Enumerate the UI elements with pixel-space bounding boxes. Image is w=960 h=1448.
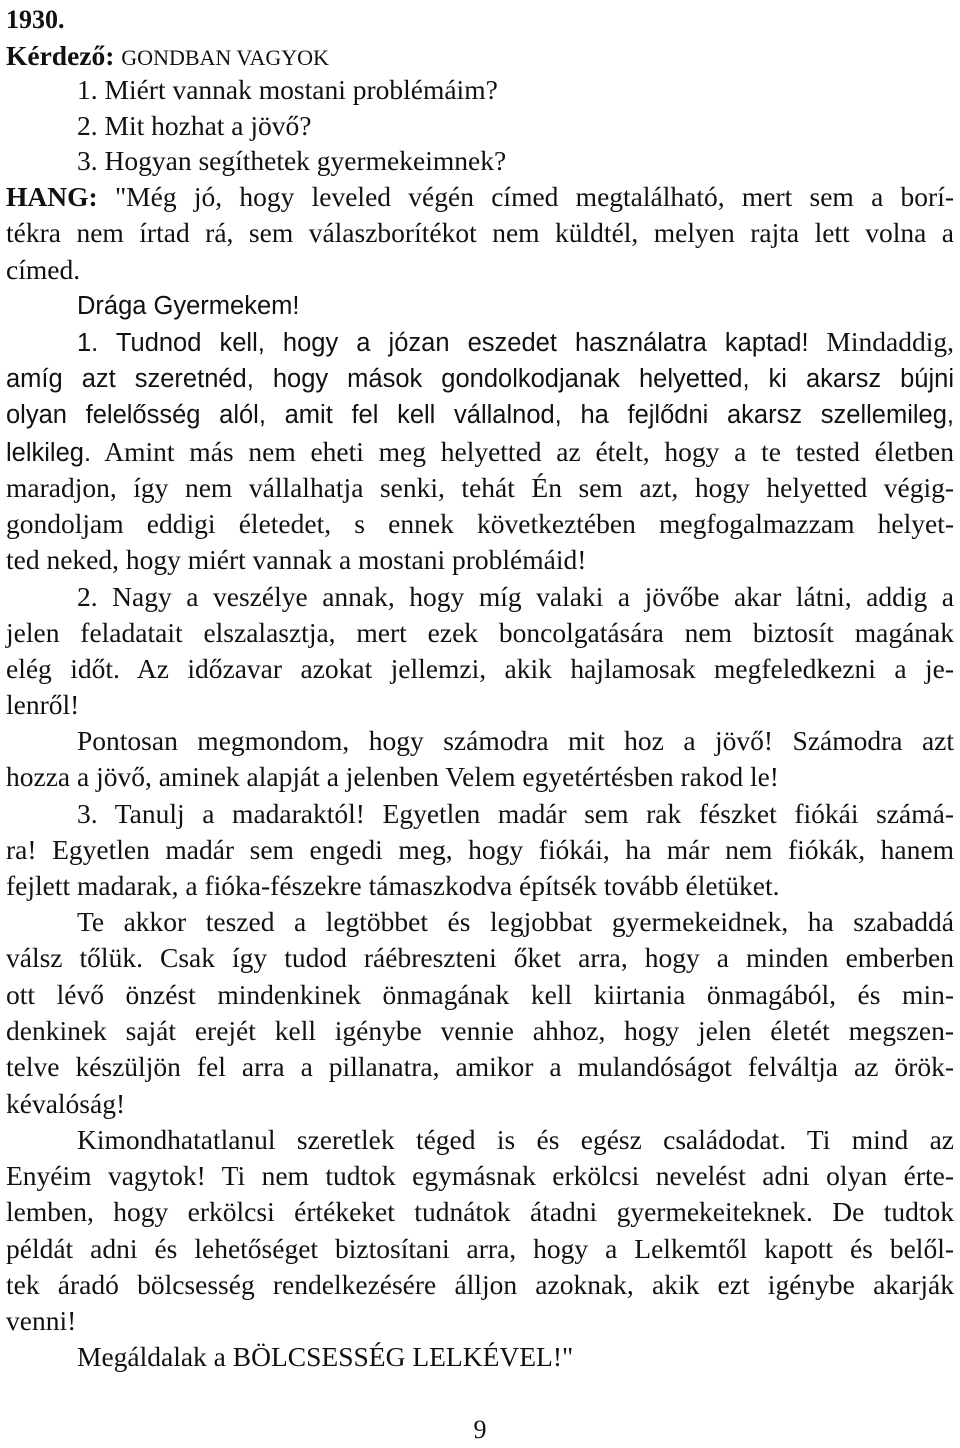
body-line: tékra nem írtad rá, sem válaszborítékot nem küldtél, melyen rajta lett volna a — [6, 217, 954, 248]
asker-name: GONDBAN VAGYOK — [121, 45, 329, 70]
body-line: gondoljam eddigi életedet, s ennek következtében megfogalmazzam helyet- — [6, 508, 954, 539]
body-line: ott lévő önzést mindenkinek önmagának kell kiirtania önmagából, és min- — [6, 979, 954, 1010]
question-1: 1. Miért vannak mostani problémáim? — [77, 74, 498, 105]
body-line: olyan felelősség alól, amit fel kell vállalnod, ha fejlődni akarsz szellemileg, — [6, 401, 954, 429]
voice-label: HANG: — [6, 181, 98, 212]
body-line: "Még jó, hogy leveled végén címed megtalálható, mert sem a borí- — [97, 181, 954, 212]
body-text: lelkileg. — [6, 439, 92, 467]
body-line: Enyéim vagytok! Ti nem tudtok egymásnak erkölcsi nevelést adni olyan érte- — [6, 1160, 954, 1191]
voice-line — [6, 179, 954, 215]
body-line: ra! Egyetlen madár sem engedi meg, hogy fiókái, ha már nem fiókák, hanem — [6, 834, 954, 865]
body-line: elég időt. Az időzavar azokat jellemzi, akik hajlamosak megfeledkezni a je- — [6, 653, 954, 684]
body-line: fejlett madarak, a fióka-fészekre támaszkodva építsék tovább életüket. — [6, 870, 780, 901]
paragraph-1-line — [6, 324, 954, 360]
body-line: venni! — [6, 1305, 77, 1336]
asker-line — [6, 38, 954, 74]
body-line: válsz tőlük. Csak így tudod ráébreszteni őket arra, hogy a minden emberben — [6, 942, 954, 973]
body-line: telve készüljön fel arra a pillanatra, amikor a mulandóságot felváltja az örök- — [6, 1051, 954, 1082]
body-line: példát adni és lehetőséget biztosítani arra, hogy a Lelkemtől kapott és belől- — [6, 1233, 954, 1264]
body-line: lemben, hogy erkölcsi értékeket tudnátok átadni gyermekeiteknek. De tudtok — [6, 1196, 954, 1227]
paragraph-line — [6, 434, 954, 470]
page-number: 9 — [473, 1415, 487, 1444]
body-line: denkinek saját erejét kell igénybe vennie ahhoz, hogy jelen életét megszen- — [6, 1015, 954, 1046]
asker-label: Kérdező: — [6, 40, 115, 71]
point-2-line: 2. Nagy a veszélye annak, hogy míg valaki a jövőbe akar látni, addig a — [77, 581, 954, 612]
question-2: 2. Mit hozhat a jövő? — [77, 110, 312, 141]
question-3: 3. Hogyan segíthetek gyermekeimnek? — [77, 145, 507, 176]
body-line: Pontosan megmondom, hogy számodra mit hoz a jövő! Számodra azt — [77, 725, 954, 756]
body-line: címed. — [6, 254, 81, 285]
body-line: amíg azt szeretnéd, hogy mások gondolkodjanak helyetted, ki akarsz bújni — [6, 365, 954, 393]
salutation: Drága Gyermekem! — [77, 292, 300, 320]
body-line: hozza a jövő, aminek alapját a jelenben Velem egyetértésben rakod le! — [6, 761, 779, 792]
body-line: maradjon, így nem vállalhatja senki, tehát Én sem azt, hogy helyetted végig- — [6, 472, 954, 503]
body-line: Kimondhatatlanul szeretlek téged is és egész családodat. Ti mind az — [77, 1124, 954, 1155]
body-line: kévalóság! — [6, 1088, 126, 1119]
body-line: Te akkor teszed a legtöbbet és legjobbat gyermekeidnek, ha szabaddá — [77, 906, 954, 937]
body-line: lenről! — [6, 689, 80, 720]
body-line: jelen feladatait elszalasztja, mert ezek boncolgatására nem biztosít magának — [6, 617, 954, 648]
body-text: Mindaddig, — [808, 326, 954, 357]
point-3-line: 3. Tanulj a madaraktól! Egyetlen madár sem rak fészket fiókái számá- — [77, 798, 954, 829]
year-heading: 1930. — [6, 5, 65, 34]
body-text: Amint más nem eheti meg helyetted az ételt, hogy a te tested életben — [91, 436, 954, 467]
closing-blessing: Megáldalak a BÖLCSESSÉG LELKÉVEL!" — [77, 1341, 574, 1372]
body-line: ted neked, hogy miért vannak a mostani problémáid! — [6, 544, 587, 575]
point-1-lead: 1. Tudnod kell, hogy a józan eszedet használatra kaptad! — [77, 329, 809, 357]
body-line: tek áradó bölcsesség rendelkezésére álljon azoknak, akik ezt igénybe akarják — [6, 1269, 954, 1300]
